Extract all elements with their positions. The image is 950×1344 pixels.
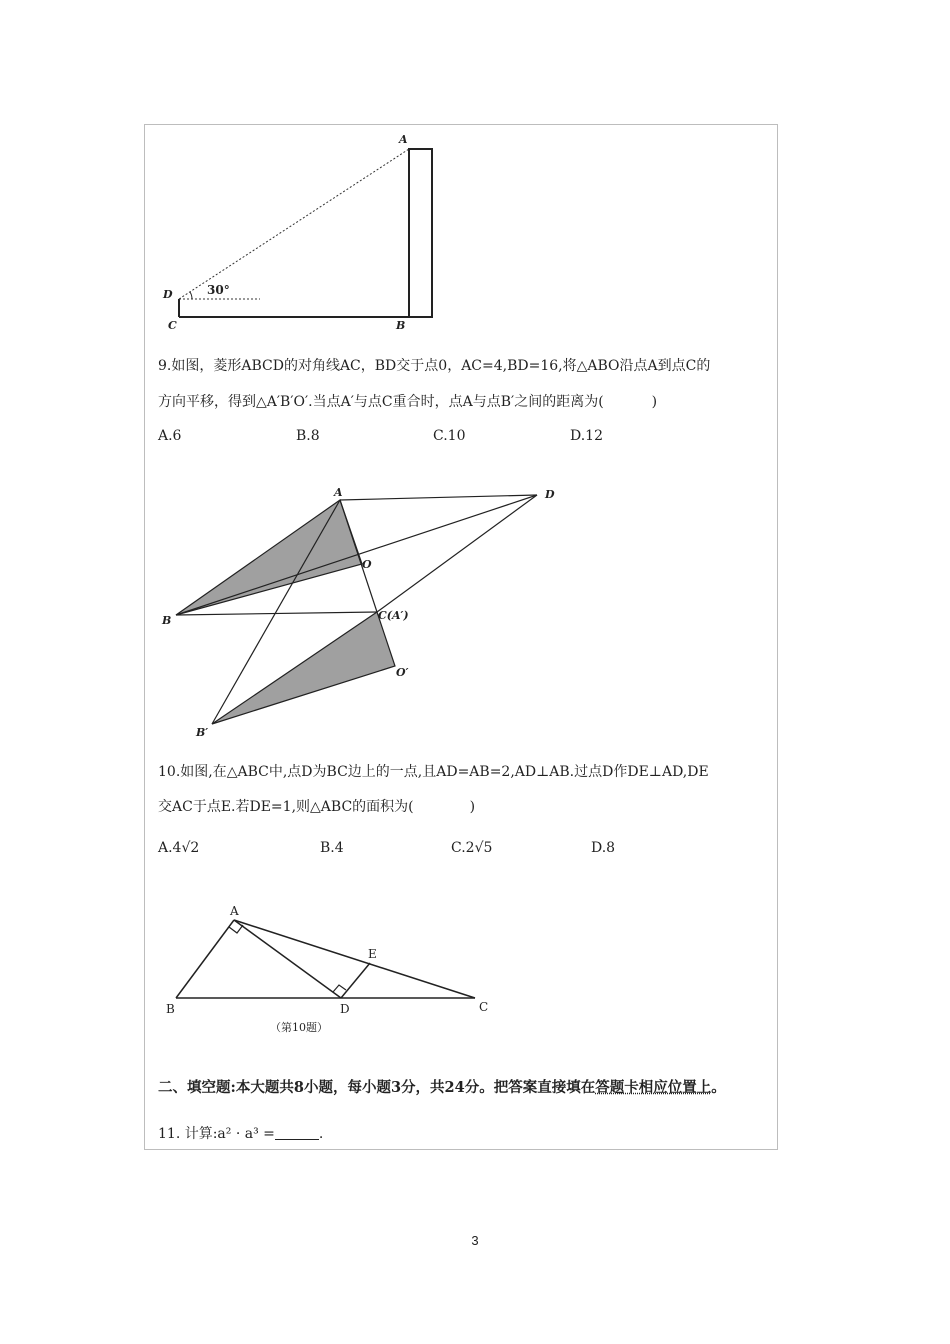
q10-line1: 10.如图,在△ABC中,点D为BC边上的一点,且AD=AB=2,AD⊥AB.过点D作DE⊥AD,DE: [158, 764, 709, 780]
section2-heading: [158, 1078, 726, 1098]
q10-paren-close: ): [469, 799, 476, 815]
q9-label-C: C(A′): [378, 609, 409, 622]
q9-label-D: D: [545, 488, 555, 501]
q9-option-c: C.10: [433, 428, 466, 444]
label-D: D: [163, 288, 173, 301]
q9-line2-text: 方向平移，得到△A′B′O′.当点A′与点C重合时，点A与点B′之间的距离为(: [158, 394, 604, 410]
q10-label-A: A: [230, 904, 239, 918]
section2-heading-text: 二、填空题:本大题共8小题，每小题3分，共24分。把答案直接填在: [158, 1079, 596, 1096]
q9-option-a: A.6: [158, 428, 182, 444]
q10-caption: （第10题）: [270, 1021, 328, 1034]
q9-label-B2: B′: [196, 726, 209, 739]
q10-label-B: B: [166, 1002, 175, 1016]
q9-label-B: B: [162, 614, 172, 627]
q10-option-c: C.2√5: [451, 840, 493, 856]
q10-option-a: A.4√2: [158, 840, 200, 856]
q11-suffix: .: [318, 1126, 324, 1142]
q10-option-b: B.4: [320, 840, 344, 856]
q9-paren-close: ): [651, 394, 658, 410]
page-number: 3: [471, 1233, 479, 1248]
right-angle-mark-d: [333, 985, 346, 992]
q9-label-A: A: [334, 486, 343, 499]
label-B: B: [396, 319, 406, 332]
q10-label-E: E: [368, 947, 377, 961]
q9-option-b: B.8: [296, 428, 320, 444]
label-C: C: [168, 319, 177, 332]
q10-line2-text: 交AC于点E.若DE=1,则△ABC的面积为(: [158, 799, 414, 815]
q11-prefix: 11. 计算:a² · a³ =: [158, 1126, 275, 1142]
q9-option-d: D.12: [570, 428, 603, 444]
q9-line1: 9.如图，菱形ABCD的对角线AC，BD交于点0，AC=4,BD=16,将△ABO沿点A到点C的: [158, 358, 711, 374]
label-angle: 30°: [207, 283, 230, 297]
q9-label-O: O: [362, 558, 372, 571]
q11-line: [158, 1124, 323, 1144]
section2-heading-emphasis: 答题卡相应位置上: [595, 1079, 712, 1096]
label-A: A: [399, 133, 408, 146]
right-angle-mark-a: [229, 925, 243, 933]
q10-option-d: D.8: [591, 840, 616, 856]
q9-label-O2: O′: [396, 666, 409, 679]
section2-heading-end: 。: [711, 1079, 726, 1096]
q10-label-D: D: [340, 1002, 350, 1016]
q11-answer-blank: [275, 1125, 319, 1140]
q10-label-C: C: [479, 1000, 489, 1014]
